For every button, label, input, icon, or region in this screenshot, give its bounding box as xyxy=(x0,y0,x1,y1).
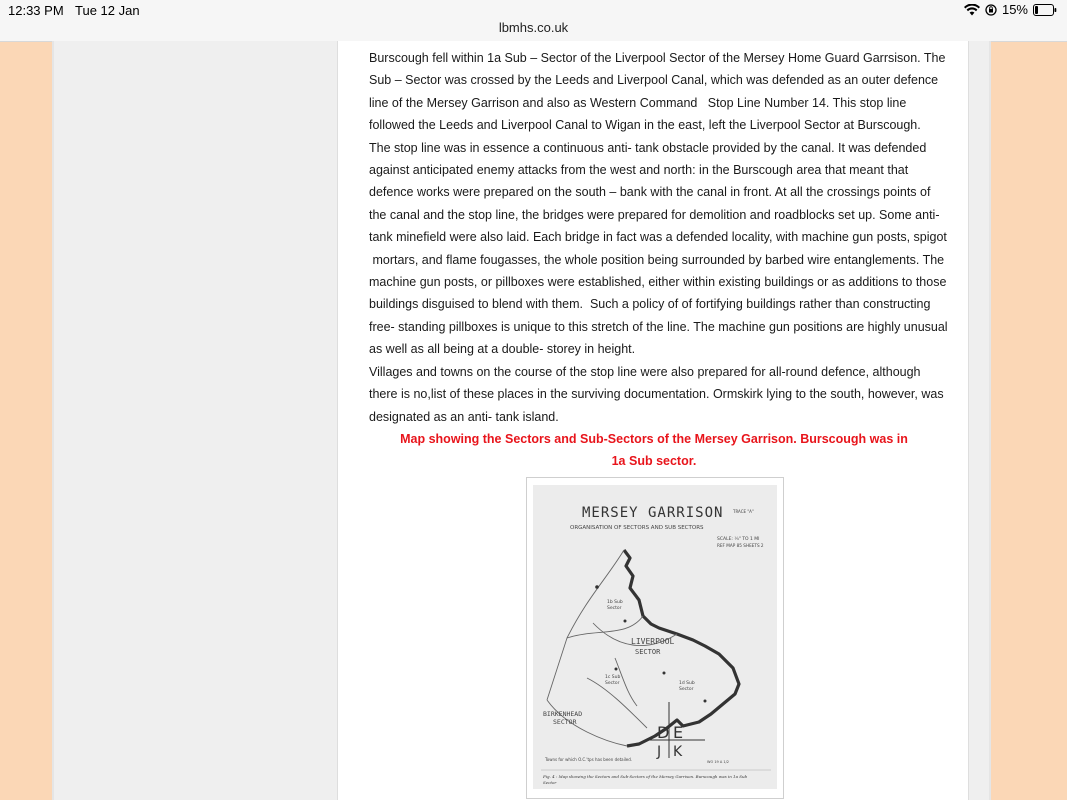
town-marker xyxy=(663,672,666,675)
town-marker xyxy=(704,700,707,703)
map-label: Sector xyxy=(679,687,694,692)
map-caption-line: Map showing the Sectors and Sub-Sectors of the Mersey Garrison. Burscough was in xyxy=(400,432,908,446)
article-line: designated as an anti- tank island. xyxy=(369,409,559,424)
map-label: BIRKENHEAD xyxy=(543,710,583,718)
town-marker xyxy=(615,668,618,671)
article-line: defence works were prepared on the south – bank with the canal in front. At all the crossings points of xyxy=(369,185,931,200)
map-label: 1c Sub xyxy=(605,675,621,680)
grid-letter: J xyxy=(657,744,662,760)
orientation-lock-icon xyxy=(985,4,997,16)
map-ref-label: REF MAP 85 SHEETS 2 xyxy=(717,543,764,548)
article-line: against anticipated enemy attacks from the west and north: in the Burscough area that meant that xyxy=(369,163,909,178)
grid-letter: D xyxy=(657,723,670,742)
article-line: the canal and the stop line, the bridges were prepared for demolition and roadblocks set up. Some anti- xyxy=(369,207,940,222)
article-line: machine gun posts, or pillboxes were established, either within existing buildings or as additions to those xyxy=(369,275,947,290)
mersey-garrison-map[interactable] xyxy=(526,477,784,799)
article-line: tank minefield were also laid. Each bridge in fact was a defended locality, with machine gun posts, spigot xyxy=(369,230,947,245)
article-line: as well as all being at a double- storey in height. xyxy=(369,342,636,357)
battery-icon xyxy=(1033,4,1057,16)
map-label: Sector xyxy=(607,606,622,611)
article-line: The stop line was in essence a continuous anti- tank obstacle provided by the canal. It was defended xyxy=(369,140,927,155)
map-image xyxy=(527,478,783,798)
article-line: followed the Leeds and Liverpool Canal to Wigan in the east, left the Liverpool Sector at Burscough. xyxy=(369,118,921,133)
town-marker xyxy=(624,620,627,623)
article-line: line of the Mersey Garrison and also as Western Command Stop Line Number 14. This stop line xyxy=(369,95,907,110)
map-footnote: Towns for which O.C.'tps has been detailed. xyxy=(545,757,633,762)
map-label: 1d Sub xyxy=(679,681,695,686)
map-trace-label: TRACE "A" xyxy=(733,509,754,514)
map-label: SECTOR xyxy=(635,648,661,656)
article-line: buildings disguised to blend with them. Such a policy of of fortifying buildings rather than constructing xyxy=(369,297,931,312)
sidebar-divider xyxy=(337,41,338,800)
figure-caption: Sector xyxy=(543,780,557,785)
wifi-icon xyxy=(964,4,980,16)
map-label: Sector xyxy=(605,681,620,686)
map-caption xyxy=(369,428,939,473)
map-title: MERSEY GARRISON xyxy=(582,505,724,521)
article-body xyxy=(369,47,949,428)
map-scale-label: SCALE: ¼" TO 1 MI xyxy=(717,537,760,542)
article-line: Sub – Sector was crossed by the Leeds and Liverpool Canal, which was defended as an outer defence xyxy=(369,73,939,88)
url-text[interactable]: lbmhs.co.uk xyxy=(498,20,569,35)
map-label: SECTOR xyxy=(553,718,577,726)
map-subtitle: ORGANISATION OF SECTORS AND SUB SECTORS xyxy=(570,525,704,531)
map-label: LIVERPOOL xyxy=(631,637,675,646)
left-sidebar xyxy=(54,41,337,800)
article-line: there is no,list of these places in the surviving documentation. Ormskirk lying to the south, however, was xyxy=(369,387,944,402)
figure-caption: Fig. 4 : Map showing the Sectors and Sub-Sectors of the Mersey Garrison. Burscough was in 1a Sub xyxy=(543,774,748,779)
map-label: 1b Sub xyxy=(607,600,623,605)
right-sidebar xyxy=(969,41,989,800)
status-time: 12:33 PM xyxy=(8,3,64,18)
town-marker xyxy=(595,585,599,589)
status-date: Tue 12 Jan xyxy=(75,3,140,18)
address-bar[interactable] xyxy=(0,22,1067,42)
status-bar xyxy=(0,0,1067,22)
grid-letter: E xyxy=(673,723,684,742)
map-ref: WO 19 A 1/2 xyxy=(707,760,730,764)
article-line: free- standing pillboxes is unique to this stretch of the line. The machine gun positions are highly unusual xyxy=(369,319,948,334)
page-edge-right xyxy=(989,41,991,800)
grid-letter: K xyxy=(673,744,683,760)
status-indicators xyxy=(964,2,1057,17)
article-line: Villages and towns on the course of the stop line were also prepared for all-round defence, although xyxy=(369,364,921,379)
map-caption-line: 1a Sub sector. xyxy=(611,454,697,469)
battery-percent: 15% xyxy=(1001,2,1028,17)
article-line: mortars, and flame fougasses, the whole position being surrounded by barbed wire entanglements. The xyxy=(369,252,945,267)
article-line: Burscough fell within 1a Sub – Sector of the Liverpool Sector of the Mersey Home Guard Garrsison. The xyxy=(369,51,946,65)
